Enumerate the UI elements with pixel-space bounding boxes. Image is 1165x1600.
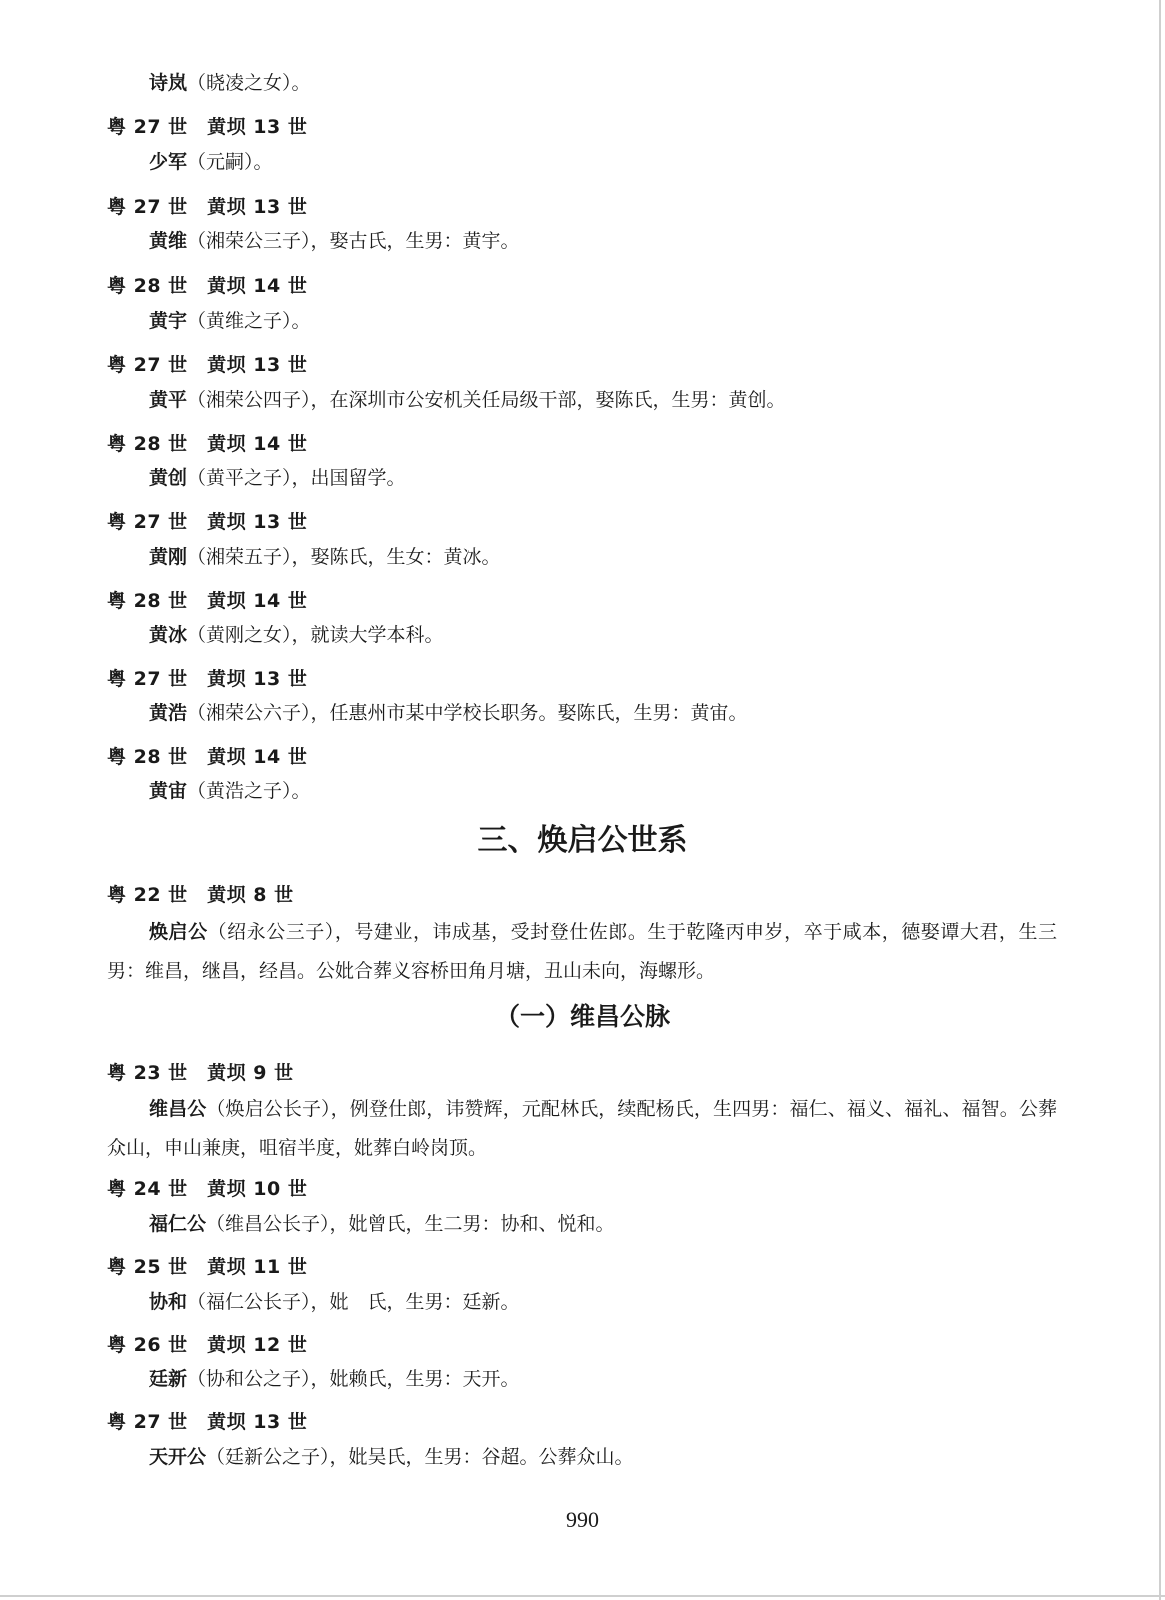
entry-text: （黄维之子）。 xyxy=(187,310,311,332)
entry-name: 黄宇 xyxy=(149,310,188,332)
entry-text: （黄浩之子）。 xyxy=(187,780,311,802)
entry-text: （绍永公三子），号建业，讳成基，受封登仕佐郎。生于乾隆丙申岁，卒于咸本，德娶谭大君，生三男：维昌，继昌，经昌。公妣合葬义容桥田角月塘，丑山未向，海螺形。 xyxy=(107,921,1057,982)
entry-huanqigong xyxy=(107,913,1057,991)
entry-weichanggong xyxy=(107,1090,1057,1168)
entry-text: （黄刚之女），就读大学本科。 xyxy=(187,624,444,646)
generation-heading: 粤 25 世 黄坝 11 世 xyxy=(107,1256,308,1278)
entry-huanggang xyxy=(107,538,1057,577)
entry-text: （协和公之子），妣赖氏，生男：天开。 xyxy=(187,1368,520,1390)
entry-furengong xyxy=(107,1205,1057,1244)
entry-name: 黄宙 xyxy=(149,780,188,802)
entry-text: （维昌公长子），妣曾氏，生二男：协和、悦和。 xyxy=(206,1213,615,1235)
generation-heading: 粤 27 世 黄坝 13 世 xyxy=(107,116,308,138)
bottom-scan-edge xyxy=(0,1595,1165,1597)
entry-name: 天开公 xyxy=(149,1446,207,1468)
entry-text: （湘荣五子），娶陈氏，生女：黄冰。 xyxy=(187,546,501,568)
entry-text: （湘荣公六子），任惠州市某中学校长职务。娶陈氏，生男：黄宙。 xyxy=(187,702,748,724)
entry-text: （湘荣公四子），在深圳市公安机关任局级干部，娶陈氏，生男：黄创。 xyxy=(187,389,786,411)
entry-huangping xyxy=(107,381,1057,420)
entry-text: （焕启公长子），例登仕郎，讳赞辉，元配林氏，续配杨氏，生四男：福仁、福义、福礼、福智。公葬众山，申山兼庚，咀宿半度，妣葬白岭岗顶。 xyxy=(107,1098,1057,1159)
generation-heading: 粤 28 世 黄坝 14 世 xyxy=(107,746,308,768)
page-number: 990 xyxy=(566,1507,599,1532)
entry-text: （晓凌之女）。 xyxy=(187,72,311,94)
entry-huangbing xyxy=(107,616,1057,655)
entry-tiankaigong xyxy=(107,1438,1057,1477)
generation-heading: 粤 26 世 黄坝 12 世 xyxy=(107,1334,308,1356)
entry-huangzhou xyxy=(107,772,1057,811)
generation-heading: 粤 28 世 黄坝 14 世 xyxy=(107,275,308,297)
entry-huangyu xyxy=(107,302,1057,341)
generation-heading: 粤 22 世 黄坝 8 世 xyxy=(107,884,294,906)
generation-heading: 粤 24 世 黄坝 10 世 xyxy=(107,1178,308,1200)
generation-heading: 粤 27 世 黄坝 13 世 xyxy=(107,1411,308,1433)
generation-heading: 粤 28 世 黄坝 14 世 xyxy=(107,433,308,455)
entry-text: （湘荣公三子），娶古氏，生男：黄宇。 xyxy=(187,230,520,252)
entry-name: 黄维 xyxy=(149,230,188,252)
entry-text: （元嗣）。 xyxy=(187,151,273,173)
entry-name: 黄创 xyxy=(149,467,188,489)
generation-heading: 粤 23 世 黄坝 9 世 xyxy=(107,1062,294,1084)
entry-name: 黄浩 xyxy=(149,702,188,724)
entry-name: 协和 xyxy=(149,1291,188,1313)
generation-heading: 粤 28 世 黄坝 14 世 xyxy=(107,590,308,612)
entry-text: （福仁公长子），妣 氏，生男：廷新。 xyxy=(187,1291,520,1313)
entry-shilan xyxy=(107,64,1057,103)
generation-heading: 粤 27 世 黄坝 13 世 xyxy=(107,354,308,376)
entry-name: 黄冰 xyxy=(149,624,188,646)
entry-name: 维昌公 xyxy=(149,1098,207,1120)
generation-heading: 粤 27 世 黄坝 13 世 xyxy=(107,196,308,218)
entry-name: 诗岚 xyxy=(149,72,188,94)
entry-xiehe xyxy=(107,1283,1057,1322)
entry-name: 少军 xyxy=(149,151,188,173)
entry-huangchuang xyxy=(107,459,1057,498)
generation-heading: 粤 27 世 黄坝 13 世 xyxy=(107,511,308,533)
entry-name: 廷新 xyxy=(149,1368,188,1390)
entry-name: 福仁公 xyxy=(149,1213,207,1235)
entry-huangwei xyxy=(107,222,1057,261)
entry-tingxin xyxy=(107,1360,1057,1399)
subsection-title: （一）维昌公脉 xyxy=(494,1002,670,1031)
section-title: 三、焕启公世系 xyxy=(477,823,688,858)
entry-text: （廷新公之子），妣吴氏，生男：谷超。公葬众山。 xyxy=(206,1446,634,1468)
entry-huanghao xyxy=(107,694,1057,733)
right-scan-edge xyxy=(1159,0,1161,1600)
entry-name: 焕启公 xyxy=(149,921,208,943)
generation-heading: 粤 27 世 黄坝 13 世 xyxy=(107,668,308,690)
entry-shaojun xyxy=(107,143,1057,182)
entry-name: 黄平 xyxy=(149,389,188,411)
entry-text: （黄平之子），出国留学。 xyxy=(187,467,406,489)
entry-name: 黄刚 xyxy=(149,546,188,568)
